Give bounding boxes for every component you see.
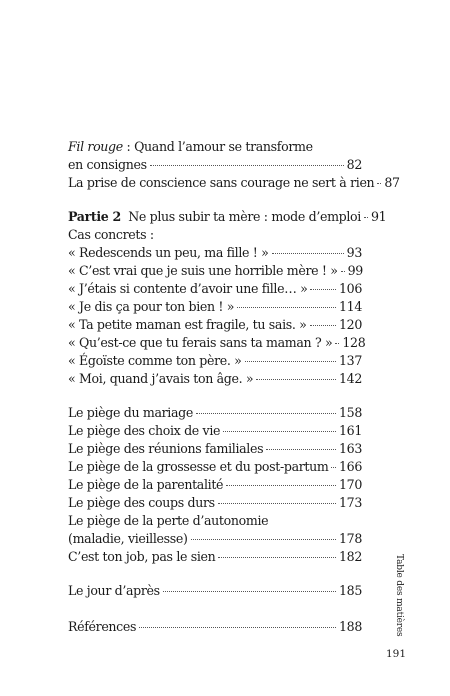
entry-text: « C’est vrai que je suis une horrible mère ! »	[68, 263, 338, 278]
entry-page: 158	[339, 405, 362, 420]
dot-leader	[218, 557, 336, 558]
toc-piege	[68, 476, 362, 494]
toc-piege	[68, 404, 362, 422]
dot-leader	[310, 289, 336, 290]
entry-text: « Égoïste comme ton père. »	[68, 353, 242, 368]
fil-rouge-title: : Quand l’amour se transforme	[122, 139, 313, 154]
dot-leader	[377, 183, 381, 184]
dot-leader	[226, 485, 336, 486]
dot-leader	[196, 413, 336, 414]
entry-text: Le piège de la perte d’autonomie	[68, 513, 269, 528]
entry-page: 82	[346, 157, 362, 172]
entry-page: 128	[342, 335, 366, 350]
toc-piege	[68, 458, 362, 476]
entry-page: 137	[339, 353, 362, 368]
dot-leader	[139, 627, 336, 628]
entry-text: Le piège du mariage	[68, 405, 193, 420]
toc-piege	[68, 422, 362, 440]
entry-page: 87	[384, 175, 400, 190]
entry-text: Le piège de la parentalité	[68, 477, 224, 492]
part-title: Ne plus subir ta mère : mode d’emploi	[120, 209, 361, 224]
page-number: 191	[386, 648, 407, 660]
entry-text: La prise de conscience sans courage ne sert à rien	[68, 175, 375, 190]
entry-page: 188	[339, 619, 362, 634]
entry-page: 170	[339, 477, 362, 492]
dot-leader	[163, 591, 336, 592]
dot-leader	[245, 361, 336, 362]
toc-entry-job	[68, 548, 362, 566]
entry-text: « Moi, quand j’avais ton âge. »	[68, 371, 254, 386]
entry-page: 99	[347, 263, 363, 278]
toc-case	[68, 244, 362, 262]
entry-text: Références	[68, 619, 137, 634]
dot-leader	[150, 165, 344, 166]
entry-page: 166	[339, 459, 362, 474]
toc-entry-prise	[68, 174, 400, 192]
entry-text: « Qu’est-ce que tu ferais sans ta maman ? »	[68, 335, 333, 350]
dot-leader	[310, 325, 336, 326]
toc-case	[68, 262, 362, 280]
part-label: Partie 2	[68, 209, 121, 224]
toc-entry-references	[68, 618, 362, 636]
dot-leader	[256, 379, 336, 380]
entry-text: Le piège des réunions familiales	[68, 441, 264, 456]
entry-text: Le piège des choix de vie	[68, 423, 221, 438]
dot-leader	[218, 503, 336, 504]
entry-page: 142	[339, 371, 362, 386]
toc-entry-jour	[68, 582, 362, 600]
toc-case	[68, 280, 362, 298]
toc-case	[68, 316, 362, 334]
toc-case	[68, 334, 366, 352]
fil-rouge-label: Fil rouge	[68, 139, 123, 154]
toc-entry-consignes	[68, 156, 362, 174]
toc-entry-fil-rouge	[68, 138, 362, 156]
entry-page: 114	[339, 299, 362, 314]
entry-text: en consignes	[68, 157, 147, 172]
dot-leader	[223, 431, 336, 432]
entry-page: 178	[339, 531, 362, 546]
toc-cas-concrets	[68, 226, 362, 244]
entry-text: « Je dis ça pour ton bien ! »	[68, 299, 235, 314]
toc-piege	[68, 494, 362, 512]
dot-leader	[364, 217, 368, 218]
toc-entry-autonomie	[68, 512, 362, 530]
toc-case	[68, 352, 362, 370]
section-side-label: Table des matières	[394, 554, 404, 637]
dot-leader	[331, 467, 336, 468]
entry-text: « Ta petite maman est fragile, tu sais. »	[68, 317, 307, 332]
entry-page: 93	[346, 245, 362, 260]
entry-text: Le piège des coups durs	[68, 495, 215, 510]
entry-page: 106	[339, 281, 362, 296]
dot-leader	[266, 449, 336, 450]
entry-text: C’est ton job, pas le sien	[68, 549, 216, 564]
dot-leader	[341, 271, 345, 272]
entry-text: (maladie, vieillesse)	[68, 531, 188, 546]
dot-leader	[237, 307, 336, 308]
toc-case	[68, 370, 362, 388]
entry-text: « J’étais si contente d’avoir une fille… »	[68, 281, 308, 296]
entry-page: 91	[370, 209, 387, 224]
entry-text: Le piège de la grossesse et du post-partum	[68, 459, 329, 474]
entry-text: « Redescends un peu, ma fille ! »	[68, 245, 269, 260]
entry-page: 161	[339, 423, 362, 438]
dot-leader	[272, 253, 344, 254]
entry-text: Le jour d’après	[68, 583, 160, 598]
entry-page: 185	[339, 583, 362, 598]
toc-entry-autonomie-cont	[68, 530, 362, 548]
entry-page: 173	[339, 495, 362, 510]
toc-case	[68, 298, 362, 316]
dot-leader	[335, 343, 339, 344]
toc-piege	[68, 440, 362, 458]
entry-page: 182	[339, 549, 362, 564]
entry-text: Cas concrets :	[68, 227, 154, 242]
toc-entry-partie-2	[68, 208, 387, 226]
entry-page: 163	[339, 441, 362, 456]
dot-leader	[191, 539, 336, 540]
entry-page: 120	[339, 317, 362, 332]
